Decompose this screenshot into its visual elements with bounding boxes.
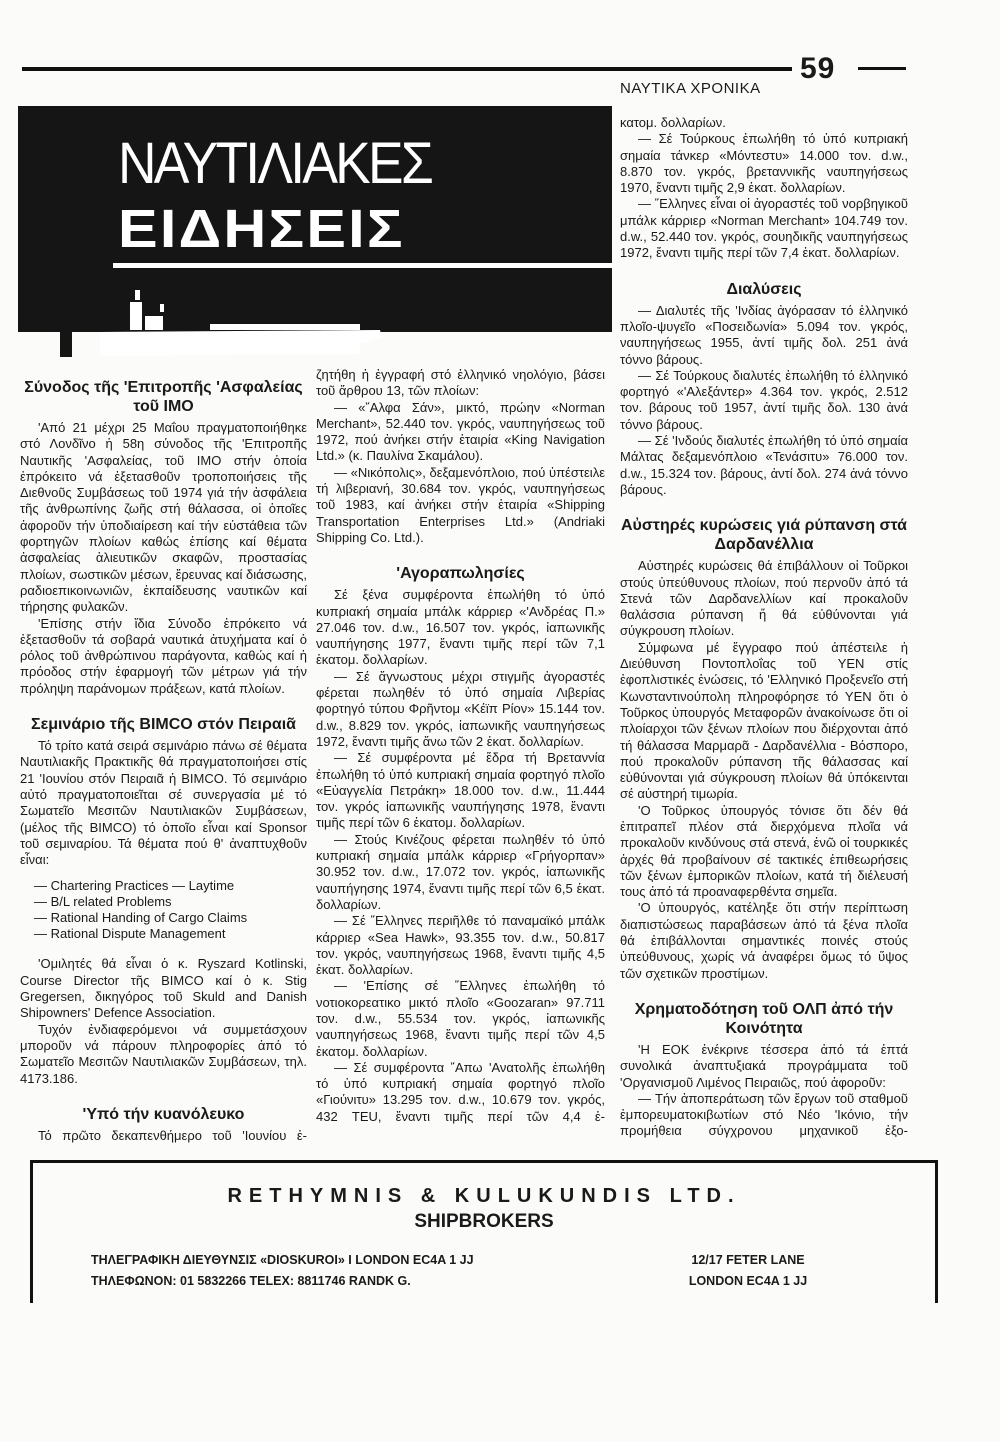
paragraph: Σύμφωνα μέ ἔγγραφο πού ἀπέστειλε ἡ Διεύθυνση Ποντοπλοΐας τοῦ ΥΕΝ στίς ἐφοπλιστικές ἑνώσεις, τό 'Ελληνικό Προξενεῖο στή Κωνσταντινούπολη πληροφόρησε τό ΥΕΝ ὅτι ὁ Τοῦρκος ὑπουργός Μεταφορῶν ἀνακοίνωσε ὅτι οἱ πλοίαρχοι τῶν ξένων πλοίων που διέρχονται ἀπό τή θάλασσα Μαρμαρᾶ - Δαρδανέλλια - Βόσπορο, πού προκαλοῦν ρύπανση τῆς θάλασσας καί εὐθύνονται γιά σύγκρουση πλοίων θά ὑπόκεινται σέ αὐστηρή τιμωρία. <box>620 639 908 802</box>
ad-company-name: RETHYMNIS & KULUKUNDIS LTD. <box>227 1185 741 1207</box>
paragraph: — Τήν ἀποπεράτωση τῶν ἔργων τοῦ σταθμοῦ ἐμπορευματοκιβωτίων στό Νέο 'Ικόνιο, τήν προμήθεια σύγχρονου μηχανικοῦ ἐξο- <box>620 1090 908 1139</box>
article-heading: Χρηματοδότηση τοῦ ΟΛΠ ἀπό τήν Κοινότητα <box>634 1000 894 1037</box>
ad-address-line1: 12/17 FETER LANE <box>691 1253 805 1267</box>
paragraph: — Σέ Τούρκους διαλυτές ἐπωλήθη τό ἑλληνικό φορτηγό «'Αλεξάντερ» 4.364 τον. γκρός, 2.512 τον. βάρους τοῦ 1957, ἀντί τιμῆς δολ. 130 ἀνά τόννο βάρους. <box>620 367 908 432</box>
article-heading: Σεμινάριο τῆς BIMCO στόν Πειραιᾶ <box>31 716 296 734</box>
banner-title-line2: ΕΙΔΗΣΕΙΣ <box>118 199 405 259</box>
ad-phone: ΤΗΛΕΦΩΝΟΝ: 01 5832266 TELEX: 8811746 RANDK G. <box>91 1274 411 1288</box>
column-1 <box>20 372 307 1144</box>
article-heading: 'Αγοραπωλησίες <box>396 565 525 583</box>
paragraph: — 'Επίσης σέ ῞Ελληνες ἐπωλήθη τό νοτιοκορεατικο μικτό πλοῖο «Goozaran» 97.711 τον. d.w., 55.534 τον. γκρός, ἰαπωνικῆς ναυπηγήσεως 1968, ἔναντι τιμῆς περί τῶν 4,5 ἑκατομ. δολλαρίων. <box>316 978 605 1059</box>
column-2 <box>316 367 605 1125</box>
paragraph: — Σέ Τούρκους ἐπωλήθη τό ὑπό κυπριακή σημαία τάνκερ «Μόντεστυ» 14.000 τον. d.w., 8.870 τον. γκρός, βρεταννικῆς ναυπηγήσεως 1970, ἔναντι τιμῆς 2,9 ἑκατ. δολλαρίων. <box>620 131 908 196</box>
paragraph: Τό τρίτο κατά σειρά σεμινάριο πάνω σέ θέματα Ναυτιλιακῆς Πρακτικῆς θά πραγματοποιήσει στίς 21 'Ιουνίου στόν Πειραιᾶ ἡ BIMCO. Τό σεμινάριο αὐτό πραγματοποιεῖται σέ συνεργασία μέ τό Σωματεῖο Μεσιτῶν Ναυτιλιακῶν Συμβάσεων, (μέλος τῆς BIMCO) τό ὁποῖο εἶναι καί Sponsor τοῦ σεμιναρίου. Τά θέματα πού θ' ἀναπτυχθοῦν εἶναι: <box>20 738 307 868</box>
ad-address-line2: LONDON EC4A 1 JJ <box>688 1274 808 1288</box>
topic-list <box>20 878 307 942</box>
paragraph: — «Νικόπολις», δεξαμενόπλοιο, πού ὑπέστειλε τή λιβεριανή, 30.684 τον. γκρός, ναυπηγήσεως τοῦ 1983, καί ἀνήκει στήν ἑταιρία «Shipping Transportation Enterprises Ltd.» (Andriaki Shipping Co. Ltd.). <box>316 464 605 545</box>
banner-title-line1: ΝΑΥΤΙΛΙΑΚΕΣ <box>118 131 432 196</box>
list-item: — Chartering Practices — Laytime <box>34 878 235 894</box>
article-heading: Διαλύσεις <box>726 280 802 298</box>
paragraph: — «῎Αλφα Σάν», μικτό, πρώην «Norman Merchant», 52.440 τον. γκρός, ναυπηγήσεως τοῦ 1972, πού ἀνήκει στήν ἑταιρία «King Navigation Ltd.» (κ. Παυλίνα Σκαμάλου). <box>316 399 605 464</box>
paragraph: — Στούς Κινέζους φέρεται πωληθέν τό ὑπό κυπριακή σημαία μπάλκ κάρριερ «Γρήγορπαν» 30.952 τον. d.w., 17.072 τον. γκρός, ἰαπωνικῆς ναυπήγησης 1974, ἔναντι τιμῆς περί τῶν 6,5 ἑκατ. δολλαρίων. <box>316 831 605 912</box>
paragraph: — Σέ 'Ινδούς διαλυτές ἐπωλήθη τό ὑπό σημαία Μάλτας δεξαμενόπλοιο «Τενάσιτυ» 76.000 τον. d.w., 15.324 τον. βάρους, ἀντί δολ. 274 ἀνά τόννο βάρους. <box>620 433 908 497</box>
paragraph: 'Ομιλητές θά εἶναι ὁ κ. Ryszard Kotlinski, Course Director τῆς BIMCO καί ὁ κ. Stig Gregersen, δικηγόρος τοῦ Skuld and Danish Shipowners' Defence Association. <box>20 956 307 1021</box>
advertisement-box <box>30 1160 938 1303</box>
paragraph: 'Επίσης στήν ἴδια Σύνοδο ἐπρόκειτο νά ἐξετασθοῦν τά σοβαρά ναυτικά ἀτυχήματα καί ὁ ρόλος τοῦ ἀνθρώπινου παράγοντα, καθώς καί ἡ πρόοδος στήν ἐφαρμογή τῶν μέτρων γιά τήν πρόληψη παράνομων πράξεων, κατά πλοίων. <box>20 615 307 696</box>
list-item: — Rational Dispute Management <box>34 926 226 942</box>
ship-icon <box>60 282 400 357</box>
paragraph: — Διαλυτές τῆς 'Ινδίας ἀγόρασαν τό ἑλληνικό πλοῖο-ψυγεῖο «Ποσειδωνία» 5.094 τον. γκρός, ναυπηγήσεως 1955, ἀντί τιμῆς δολ. 251 ἀνά τόννο βάρους. <box>620 302 908 367</box>
paragraph: Σέ ξένα συμφέροντα ἐπωλήθη τό ὑπό κυπριακή σημαία μπάλκ κάρριερ «'Ανδρέας Π.» 27.046 τον. d.w., 16.507 τον. γκρός, ἰαπωνικῆς ναυπήγησης 1977, ἔναντι τιμῆς περί τῶν 7,1 ἑκατομ. δολλαρίων. <box>316 587 605 668</box>
header-rule-right <box>858 67 906 70</box>
magazine-title: ΝΑΥΤΙΚΑ ΧΡΟΝΙΚΑ <box>620 80 761 97</box>
paragraph: Τυχόν ἐνδιαφερόμενοι νά συμμετάσχουν μποροῦν νά πάρουν πληροφορίες ἀπό τό Σωματεῖο Μεσιτῶν Ναυτιλιακῶν Συμβάσεων, τηλ. 4173.186. <box>20 1021 307 1086</box>
paragraph: Τό πρῶτο δεκαπενθήμερο τοῦ 'Ιουνίου ἐ- <box>38 1127 307 1143</box>
ad-tagline: SHIPBROKERS <box>414 1211 554 1232</box>
list-item: — Rational Handing of Cargo Claims <box>34 910 248 926</box>
article-heading: Σύνοδος τῆς 'Επιτροπῆς 'Ασφαλείας τοῦ ΙΜΟ <box>24 379 303 415</box>
paragraph: Αὐστηρές κυρώσεις θά ἐπιβάλλουν οἱ Τοῦρκοι στούς ὑπεύθυνους πλοίων, πού περνοῦν ἀπό τά Στενά τῶν Δαρδανελλίων καί προκαλοῦν θαλάσσια ρύπανση ἤ θά εὐθύνονται γιά σύγκρουση πλοίων. <box>620 558 908 639</box>
banner-stripe <box>113 263 612 268</box>
paragraph: 'Ο ὑπουργός, κατέληξε ὅτι στήν περίπτωση διαπιστώσεως παραβάσεων ἀπό τά ξένα πλοῖα θά ἐπιβάλλονται σημαντικές ποινές στούς ὑπεύθυνους, χωρίς νά ἀναφέρει ὅμως τό ὕψος τῶν σχετικῶν προστίμων. <box>620 900 908 981</box>
ad-telegraph: ΤΗΛΕΓΡΑΦΙΚΗ ΔΙΕΥΘΥΝΣΙΣ «DIOSKUROI» I LONDON EC4A 1 JJ <box>91 1253 474 1267</box>
paragraph: — Σέ ῞Ελληνες περιῆλθε τό παναμαϊκό μπάλκ κάρριερ «Sea Hawk», 93.355 τον. d.w., 50.817 τον. γκρός, ναυπηγήσεως 1968, ἔναντι τιμῆς 4,5 ἑκατ. δολλαρίων. <box>316 913 605 978</box>
paragraph: — Σέ συμφέροντα ῎Απω 'Ανατολῆς ἐπωλήθη τό ὑπό κυπριακή σημαία φορτηγό πλοῖο «Γιούνιτυ» 13.295 τον. d.w., 10.679 τον. γκρός, 432 TEU, ἔναντι τιμῆς περί τῶν 4,4 ἑ- <box>316 1059 605 1124</box>
paragraph: 'Από 21 μέχρι 25 Μαΐου πραγματοποιήθηκε στό Λονδῖνο ἡ 58η σύνοδος τῆς 'Επιτροπῆς Ναυτικῆς 'Ασφαλείας, τοῦ ΙΜΟ στήν ὁποία ἐπρόκειτο νά ἐξετασθοῦν τροποποιήσεις τῆς Διεθνοῦς Συμβάσεως τοῦ 1974 γιά τήν ἀσφάλεια τῆς ἀνθρωπίνης ζωῆς στή θάλασσα, οἱ ὁποῖες ἀφοροῦν τήν ὑποδιαίρεση καί τήν εὐστάθεια τῶν φορτηγῶν πλοίων καθώς ἐπίσης καί θέματα ἀσφαλείας ἁλιευτικῶν σκαφῶν, προστασίας πλοίων, σωστικῶν μέσων, ἔρευνας καί διάσωσης, ραδιοεπικοινωνιῶν, ἐκπαίδευσης ναυτικῶν καί τήρησης φυλακῶν. <box>20 420 307 615</box>
paragraph: — ῞Ελληνες εἶναι οἱ ἀγοραστές τοῦ νορβηγικοῦ μπάλκ κάρριερ «Norman Merchant» 104.749 τον. d.w., 52.440 τον. γκρός, σουηδικῆς ναυπηγήσεως 1972, ἔναντι τιμῆς περί τῶν 7,4 ἑκατ. δολλαρίων. <box>620 196 908 261</box>
article-heading: 'Υπό τήν κυανόλευκο <box>82 1105 245 1123</box>
paragraph: — Σέ ἄγνωστους μέχρι στιγμῆς ἀγοραστές φέρεται πωληθέν τό ὑπό σημαία Λιβερίας φορτηγό τύπου Φρῆντομ «Κέϊπ Ρίον» 15.144 τον. d.w., 8.829 τον. γκρός, ἰαπωνικῆς ναυπηγήσεως 1972, ἔναντι τιμῆς ἄνω τῶν 2 ἑκατ. δολλαρίων. <box>316 668 605 749</box>
paragraph: 'Η ΕΟΚ ἐνέκρινε τέσσερα ἀπό τά ἑπτά συνολικά ἀναπτυξιακά προγράμματα τοῦ 'Οργανισμοῦ Λιμένος Πειραιῶς, πού ἀφοροῦν: <box>620 1041 908 1090</box>
paragraph: κατομ. δολλαρίων. <box>620 115 726 130</box>
paragraph: 'Ο Τοῦρκος ὑπουργός τόνισε ὅτι δέν θά ἐπιτραπεῖ πλέον στά διερχόμενα πλοῖα νά προκαλοῦν κινδύνους στά στενά, ἐνῶ οἱ τουρκικές ἀρχές θά προβαίνουν σέ τακτικές ἐπιθεωρήσεις τῶν ξένων ἐμπορικῶν πλοίων, κατά τή διέλευσή τους ἀπό τά προαναφερθέντα σημεῖα. <box>620 802 908 900</box>
paragraph: ζητήθη ἡ ἐγγραφή στό ἑλληνικό νηολόγιο, βάσει τοῦ ἄρθρου 13, τῶν πλοίων: <box>316 367 605 399</box>
article-heading: Αὐστηρές κυρώσεις γιά ρύπανση στά Δαρδανέλλια <box>620 517 908 554</box>
list-item: — B/L related Problems <box>34 894 172 910</box>
paragraph: — Σέ συμφέροντα μέ ἕδρα τή Βρεταννία ἐπωλήθη τό ὑπό κυπριακή σημαία φορτηγό πλοῖο «Εὐαγγελία Πετράκη» 18.000 τον. d.w., 11.444 τον. γκρός ἰαπωνικῆς ναυπήγησης 1978, ἔναντι τιμῆς περί τῶν 6 ἑκατομ. δολλαρίων. <box>316 750 605 831</box>
header-rule <box>22 67 792 71</box>
page-number: 59 <box>800 52 836 85</box>
column-3 <box>620 115 908 1140</box>
